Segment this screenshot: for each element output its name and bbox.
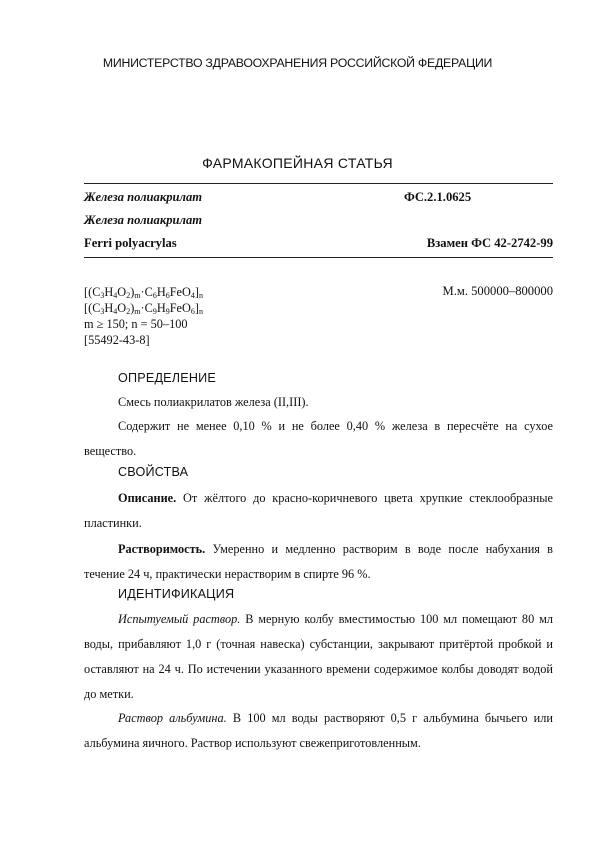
section-title-properties: СВОЙСТВА: [118, 465, 189, 479]
replaces-note: Взамен ФС 42-2742-99: [426, 236, 553, 250]
substance-name-ru: Железа полиакрилат: [84, 190, 203, 204]
albumin-solution-paragraph: [84, 706, 553, 756]
test-solution-text: В мерную колбу вместимостью 100 мл помещают 80 мл воды, прибавляют 1,0 г (точная навеска) субстанции, закрывают притёртой пробкой и оставляют на 24 ч. По истечении указанного времени содержимое колбы доводят водой до метки.: [84, 612, 553, 701]
substance-name-ru-2: Железа полиакрилат: [84, 213, 203, 227]
section-title-identification: ИДЕНТИФИКАЦИЯ: [118, 587, 235, 601]
substance-name-latin: Ferri polyacrylas: [84, 236, 177, 250]
ministry-heading: МИНИСТЕРСТВО ЗДРАВООХРАНЕНИЯ РОССИЙСКОЙ ФЕДЕРАЦИИ: [102, 56, 493, 70]
albumin-solution-lead: Раствор альбумина.: [118, 711, 227, 725]
formula-line-2: $[(C_3H_4O_2)_m\cdot C_9H_9FeO_6]_n$: [84, 301, 204, 316]
description-text: От жёлтого до красно-коричневого цвета хрупкие стеклообразные пластинки.: [84, 491, 553, 530]
molecular-mass: М.м. 500000–800000: [442, 284, 553, 298]
cas-number: [55492-43-8]: [84, 333, 150, 347]
albumin-solution-text: В 100 мл воды растворяют 0,5 г альбумина бычьего или альбумина яичного. Раствор используют свежеприготовленным.: [84, 711, 553, 750]
test-solution-paragraph: [84, 607, 553, 707]
section-title-definition: ОПРЕДЕЛЕНИЕ: [118, 371, 216, 385]
solubility-text: Умеренно и медленно растворим в воде после набухания в течение 24 ч, практически нерастворим в спирте 96 %.: [84, 542, 553, 581]
header-rule-top: [84, 183, 553, 184]
formula-line-1: $[(C_3H_4O_2)_m\cdot C_6H_6FeO_4]_n$: [84, 285, 204, 300]
description-paragraph: [84, 486, 553, 536]
test-solution-lead: Испытуемый раствор.: [118, 612, 241, 626]
definition-paragraph-2: Содержит не менее 0,10 % и не более 0,40 % железа в пересчёте на сухое вещество.: [84, 419, 553, 458]
monograph-code: ФС.2.1.0625: [404, 190, 472, 204]
document-type-title: ФАРМАКОПЕЙНАЯ СТАТЬЯ: [202, 155, 393, 171]
header-rule-bottom: [84, 257, 553, 258]
definition-paragraph-1: Смесь полиакрилатов железа (II,III).: [118, 395, 309, 409]
solubility-lead: Растворимость.: [118, 542, 206, 556]
formula-parameters: m ≥ 150; n = 50–100: [84, 317, 188, 331]
solubility-paragraph: [84, 537, 553, 587]
description-lead: Описание.: [118, 491, 177, 505]
